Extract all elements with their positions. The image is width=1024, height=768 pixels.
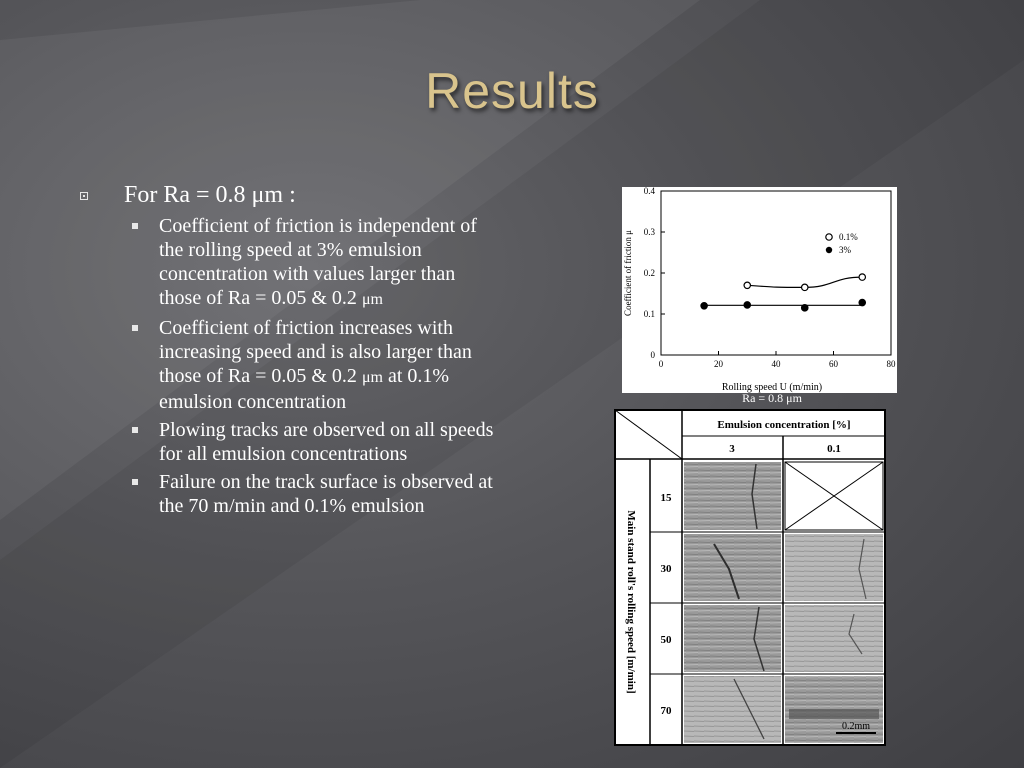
square-bullet-icon: [80, 192, 88, 200]
y-tick-label: 0.4: [643, 187, 655, 196]
row-header: Main stand roll's rolling speed [m/min]: [625, 510, 637, 694]
data-point-open: [802, 284, 808, 290]
y-axis-label: Coefficient of friction μ: [623, 230, 633, 316]
sub-bullet-1: [78, 214, 498, 312]
scale-bar-label: 0.2mm: [841, 721, 871, 732]
micrograph-30-3: [684, 534, 781, 601]
data-point-filled: [701, 303, 707, 309]
square-bullet-icon: [132, 479, 138, 485]
x-tick-label: 20: [714, 359, 723, 369]
sub-bullet-4: [78, 470, 498, 518]
legend-label-0: 0.1%: [839, 232, 858, 242]
chart-caption: Ra = 0.8 μm: [742, 391, 802, 405]
sub-bullet-2: [78, 316, 498, 414]
legend-open-circle-icon: [826, 234, 832, 240]
legend-filled-circle-icon: [826, 247, 832, 253]
data-point-filled: [802, 305, 808, 311]
data-point-open: [744, 282, 750, 288]
data-point-open: [859, 274, 865, 280]
y-tick-label: 0: [650, 350, 655, 360]
micrograph-50-3: [684, 605, 781, 672]
sub-bullet-text: Coefficient of friction is independent of the rolling speed at 3% emulsion concentration with values larger than those of Ra = 0.05 & 0.2: [159, 215, 477, 309]
row-label-50: 50: [660, 634, 672, 646]
sub-bullet-text: Plowing tracks are observed on all speeds for all emulsion concentrations: [159, 419, 494, 465]
sub-bullet-text: Failure on the track surface is observed at the 70 m/min and 0.1% emulsion: [159, 471, 493, 517]
square-bullet-icon: [132, 427, 138, 433]
micrograph-15-3: [684, 462, 781, 530]
sub-bullet-tail: at 0.1% emulsion concentration: [159, 365, 450, 413]
x-tick-label: 0: [658, 359, 664, 369]
row-label-70: 70: [660, 705, 672, 717]
micrograph-70-3: [684, 676, 781, 743]
row-label-30: 30: [660, 563, 672, 575]
x-tick-label: 60: [829, 359, 838, 369]
sub-bullet-text: Coefficient of friction increases with increasing speed and is also larger than those of Ra = 0.05 & 0.2: [159, 317, 472, 387]
column-label-3: 3: [729, 443, 735, 455]
sub-bullet-unit: μm: [361, 369, 383, 386]
slide-title: Results: [425, 63, 599, 119]
y-tick-label: 0.3: [643, 227, 655, 237]
column-label-0.1: 0.1: [827, 443, 841, 455]
bullet-list: [78, 180, 498, 518]
micrograph-50-0.1: [785, 605, 883, 672]
x-tick-label: 40: [771, 359, 781, 369]
x-axis-label: Rolling speed U (m/min): [721, 382, 823, 393]
data-point-filled: [859, 299, 865, 305]
sub-bullet-unit: μm: [361, 291, 383, 308]
row-label-15: 15: [660, 492, 672, 504]
table-header: Emulsion concentration [%]: [717, 419, 851, 431]
square-bullet-icon: [132, 223, 138, 229]
data-point-filled: [744, 302, 750, 308]
legend-label-1: 3%: [839, 245, 851, 255]
micrograph-15-0.1-empty: [785, 462, 883, 530]
square-bullet-icon: [132, 325, 138, 331]
x-tick-label: 80: [886, 359, 896, 369]
plot-frame: [661, 191, 891, 355]
micrograph-30-0.1: [785, 534, 883, 601]
sub-bullet-3: [78, 418, 498, 466]
friction-chart: [622, 187, 897, 393]
bullet-main-text: For Ra = 0.8 μm :: [124, 182, 296, 208]
micrograph-table: [614, 409, 886, 746]
y-tick-label: 0.1: [643, 309, 655, 319]
bullet-main: [78, 180, 498, 210]
y-tick-label: 0.2: [643, 268, 655, 278]
